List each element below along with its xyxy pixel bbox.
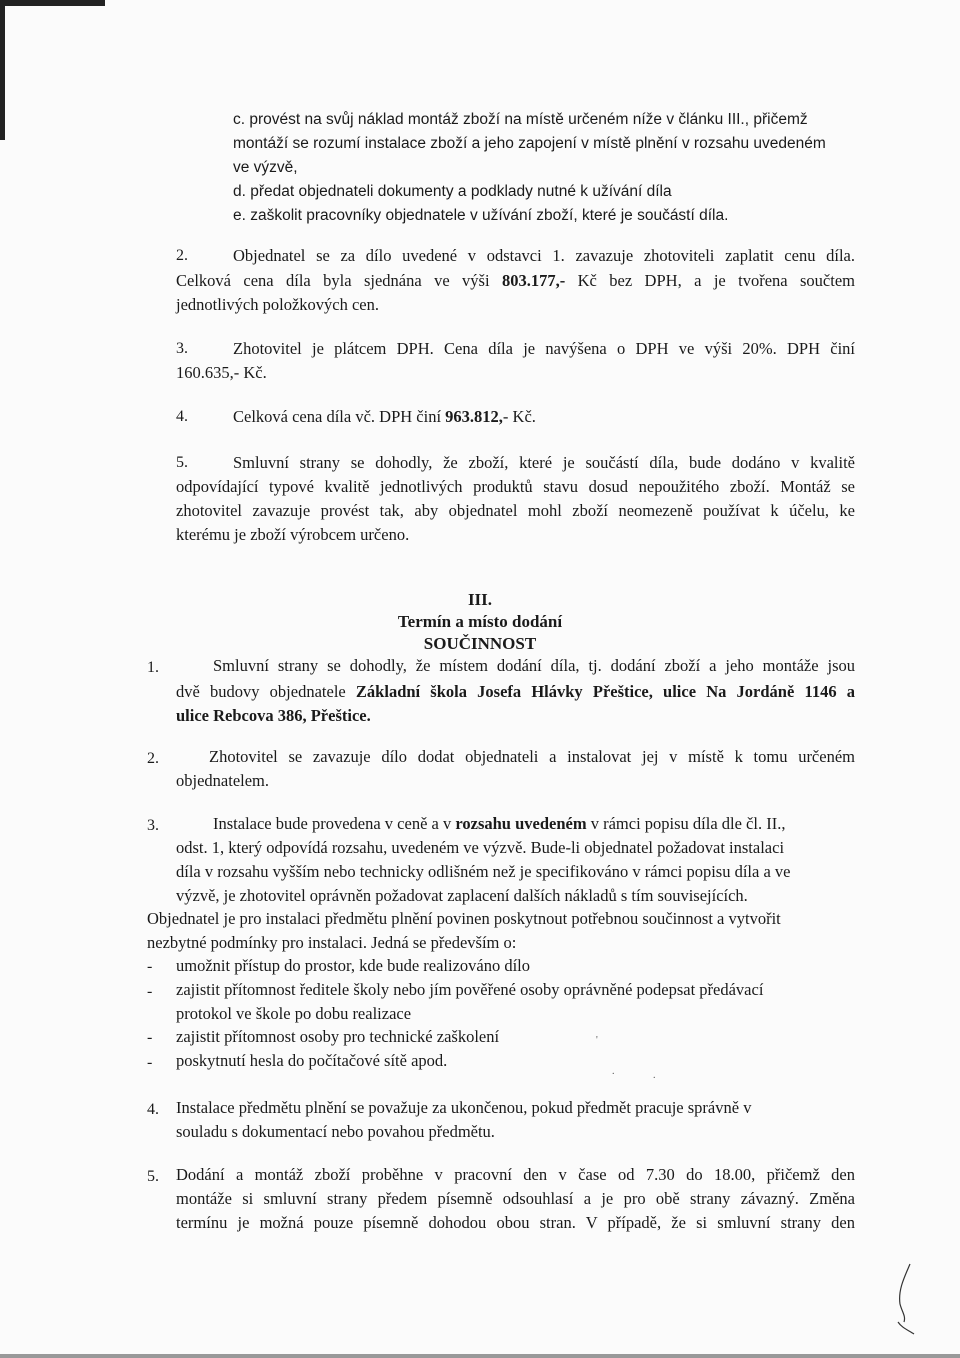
article3-paragraph-5-line-1: Dodání a montáž zboží proběhne v pracovní den v čase od 7.30 do 18.00, přičemž den bbox=[176, 1165, 855, 1184]
scan-edge-left bbox=[0, 0, 5, 140]
paragraph-4 bbox=[233, 406, 536, 428]
article-subtitle: SOUČINNOST bbox=[423, 634, 537, 653]
bullet-item-1: umožnit přístup do prostor, kde bude realizováno dílo bbox=[176, 956, 531, 975]
item-c-line-1: c. provést na svůj náklad montáž zboží na místě určeném níže v článku III., přičemž bbox=[233, 111, 808, 128]
bullet-item-2-line-2: protokol ve škole po dobu realizace bbox=[176, 1004, 412, 1023]
paragraph-2-line-3: jednotlivých položkových cen. bbox=[176, 295, 379, 314]
article3-paragraph-4-line-2: souladu s dokumentací nebo povahou předmětu. bbox=[176, 1122, 495, 1141]
item-c-line-2: montáží se rozumí instalace zboží a jeho zapojení v místě plnění v rozsahu uvedeném bbox=[233, 135, 826, 152]
article3-paragraph-3-line-5: Objednatel je pro instalaci předmětu plnění povinen poskytnout potřebnou součinnost a vytvořit bbox=[147, 909, 781, 928]
text-segment: dvě budovy objednatele bbox=[176, 682, 356, 701]
scan-speck: . bbox=[653, 1070, 656, 1081]
text-segment: Celková cena díla vč. DPH činí bbox=[233, 407, 446, 426]
article-number: III. bbox=[467, 590, 493, 609]
scan-edge-corner bbox=[0, 0, 105, 6]
text-segment: Celková cena díla byla sjednána ve výši bbox=[176, 271, 502, 290]
bullet-item-3: zajistit přítomnost osoby pro technické zaškolení bbox=[176, 1027, 500, 1046]
paragraph-number: 1. bbox=[147, 659, 159, 676]
scan-edge-bottom bbox=[0, 1354, 960, 1358]
scan-speck: . bbox=[612, 1066, 615, 1077]
article3-paragraph-2-line-1: Zhotovitel se zavazuje dílo dodat objednateli a instalovat jej v místě k tomu určeném bbox=[209, 747, 855, 766]
bullet-dash: - bbox=[147, 983, 153, 1000]
paragraph-number: 5. bbox=[176, 454, 188, 471]
article3-paragraph-2-line-2: objednatelem. bbox=[176, 771, 270, 790]
paragraph-number: 2. bbox=[147, 750, 159, 767]
paragraph-5-line-1: Smluvní strany se dohodly, že zboží, které je součástí díla, bude dodáno v kvalitě bbox=[233, 453, 855, 472]
article3-paragraph-5-line-3: termínu je možná pouze písemně dohodou obou stran. V případě, že si smluvní strany den bbox=[176, 1213, 855, 1232]
paragraph-number: 2. bbox=[176, 247, 188, 264]
article3-paragraph-3-line-3: díla v rozsahu vyšším nebo technicky odlišném než je specifikováno v rámci popisu díla a ve bbox=[176, 862, 791, 881]
paragraph-number: 4. bbox=[176, 408, 188, 425]
text-segment: Instalace bude provedena v ceně a v bbox=[213, 814, 456, 833]
scope-emphasis: rozsahu uvedeném bbox=[455, 814, 587, 833]
article3-paragraph-3-line-2: odst. 1, který odpovídá rozsahu, uvedeném ve výzvě. Bude-li objednatel požadovat instalaci bbox=[176, 838, 785, 857]
paragraph-5-line-2: odpovídající typové kvalitě jednotlivých produktů stavu dosud nepoužitého zboží. Montáž se bbox=[176, 477, 855, 496]
paragraph-3-line-2: 160.635,- Kč. bbox=[176, 363, 267, 382]
article3-paragraph-1-line-3: ulice Rebcova 386, Přeštice. bbox=[176, 706, 371, 725]
bullet-item-2-line-1: zajistit přítomnost ředitele školy nebo jím pověřené osoby oprávněné podepsat předávací bbox=[176, 980, 764, 999]
paragraph-5-line-4: kterému je zboží výrobcem určeno. bbox=[176, 525, 410, 544]
paragraph-number: 3. bbox=[147, 817, 159, 834]
article3-paragraph-3-line-1 bbox=[213, 813, 785, 835]
delivery-place: Základní škola Josefa Hlávky Přeštice, ulice Na Jordáně 1146 a bbox=[355, 682, 856, 701]
paragraph-number: 5. bbox=[147, 1168, 159, 1185]
item-e: e. zaškolit pracovníky objednatele v užívání zboží, které je součástí díla. bbox=[233, 207, 729, 224]
total-price: 963.812, bbox=[445, 407, 503, 426]
article3-paragraph-1-line-2 bbox=[176, 681, 855, 703]
text-segment: Kč bez DPH, a je tvořena součtem bbox=[565, 271, 855, 290]
paragraph-2-line-1: Objednatel se za dílo uvedené v odstavci 1. zavazuje zhotoviteli zaplatit cenu díla. bbox=[233, 246, 855, 265]
bullet-dash: - bbox=[147, 1054, 153, 1071]
bullet-dash: - bbox=[147, 958, 153, 975]
paragraph-number: 4. bbox=[147, 1101, 159, 1118]
paragraph-2-line-2 bbox=[176, 270, 855, 292]
text-segment: v rámci popisu díla dle čl. II., bbox=[586, 814, 786, 833]
paragraph-3-line-1: Zhotovitel je plátcem DPH. Cena díla je navýšena o DPH ve výši 20%. DPH činí bbox=[233, 339, 855, 358]
paragraph-number: 3. bbox=[176, 340, 188, 357]
bullet-dash: - bbox=[147, 1029, 153, 1046]
bullet-item-4: poskytnutí hesla do počítačové sítě apod. bbox=[176, 1051, 448, 1070]
item-d: d. předat objednateli dokumenty a podklady nutné k užívání díla bbox=[233, 183, 672, 200]
article3-paragraph-3-line-4: výzvě, je zhotovitel oprávněn požadovat zaplacení dalších nákladů s tím souvisejících. bbox=[176, 886, 748, 905]
article3-paragraph-1-line-1: Smluvní strany se dohodly, že místem dodání díla, tj. dodání zboží a jeho montáže jsou bbox=[213, 656, 855, 675]
article3-paragraph-5-line-2: montáže si smluvní strany předem písemně odsouhlasí a je pro obě strany závazný. Změna bbox=[176, 1189, 855, 1208]
net-price: 803.177,- bbox=[501, 271, 566, 290]
signature-initials bbox=[890, 1260, 920, 1340]
paragraph-5-line-3: zhotovitel zavazuje provést tak, aby objednatel mohl zboží neomezeně používat k účelu, ke bbox=[176, 501, 855, 520]
article-title: Termín a místo dodání bbox=[397, 612, 563, 631]
scan-speck: ' bbox=[596, 1035, 598, 1046]
article3-paragraph-4-line-1: Instalace předmětu plnění se považuje za ukončenou, pokud předmět pracuje správně v bbox=[176, 1098, 752, 1117]
item-c-line-3: ve výzvě, bbox=[233, 159, 298, 176]
text-segment: - Kč. bbox=[502, 407, 536, 426]
article3-paragraph-3-line-6: nezbytné podmínky pro instalaci. Jedná se především o: bbox=[147, 933, 517, 952]
